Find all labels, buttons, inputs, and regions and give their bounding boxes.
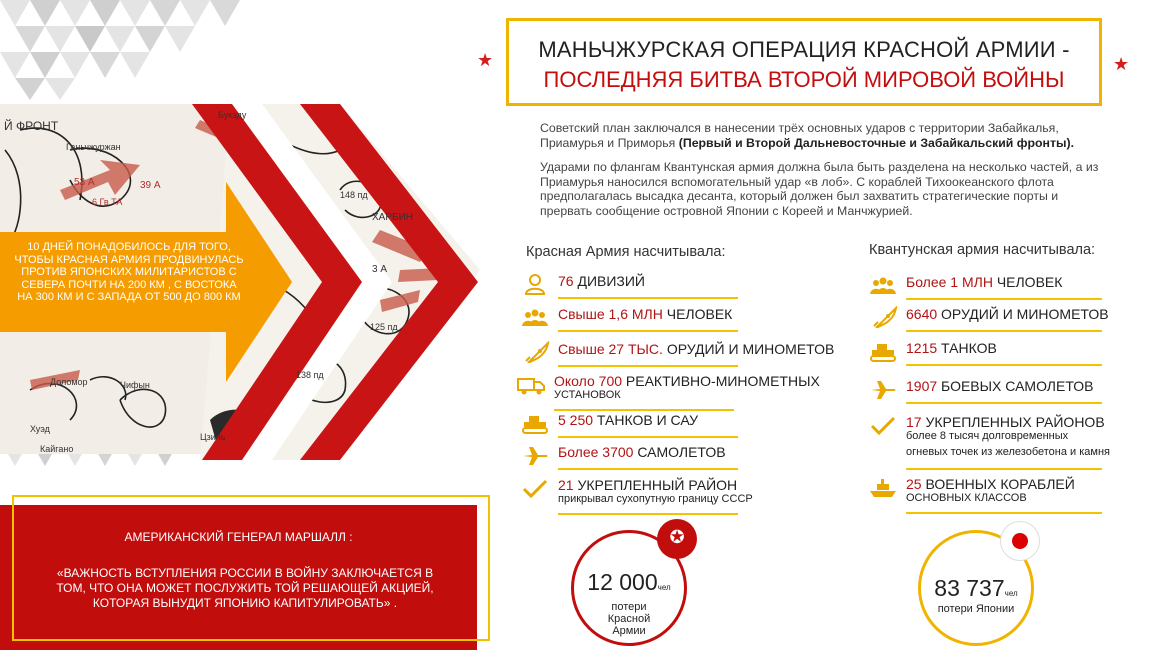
red-army-stat-label: РЕАКТИВНО-МИНОМЕТНЫХ	[622, 373, 820, 389]
kwantung-army-divider	[906, 364, 1102, 366]
red-army-stat-label: ОРУДИЙ И МИНОМЕТОВ	[662, 341, 835, 357]
crowd-icon	[868, 274, 898, 296]
svg-text:Цзинь: Цзинь	[200, 432, 226, 442]
red-army-heading: Красная Армия насчитывала:	[526, 244, 726, 260]
red-army-stat-text	[558, 477, 753, 505]
kwantung-army-stat-number: 25	[906, 476, 922, 492]
intro-paragraph-2: Ударами по флангам Квантунская армия должна была быть разделена на несколько частей, а из Приамурья наносился вспомогательный удар «в лоб». С кораблей Тихоокеанского флота предполагалась высадка десанта, который должен был захватить стратегические порты и прервать сообщение островной Японии с Кореей и Манчжурией.	[540, 160, 1099, 218]
kwantung-army-stat-label: ОРУДИЙ И МИНОМЕТОВ	[937, 306, 1109, 322]
red-army-divider	[558, 365, 738, 367]
svg-text:Букэду: Букэду	[218, 110, 247, 120]
red-army-losses-value: 12 000чел	[587, 569, 671, 595]
kwantung-army-stat-text	[906, 274, 1062, 290]
svg-text:53 А: 53 А	[74, 177, 95, 188]
red-army-stat-number: Свыше 1,6 МЛН	[558, 306, 663, 322]
quote-text: «ВАЖНОСТЬ ВСТУПЛЕНИЯ РОССИИ В ВОЙНУ ЗАКЛЮЧАЕТСЯ В ТОМ, ЧТО ОНА МОЖЕТ ПОСЛУЖИТЬ ТОЙ РЕШАЮЩЕЙ АКЦИЕЙ, КОТОРАЯ ВЫНУДИТ ЯПОНИЮ КАПИТУЛИРОВАТЬ» .	[56, 566, 434, 610]
svg-text:138 пд: 138 пд	[296, 370, 324, 380]
japan-flag-badge	[1000, 521, 1040, 561]
truck-icon	[516, 373, 546, 395]
crowd-icon	[520, 306, 550, 328]
soviet-star-badge	[657, 519, 697, 559]
red-army-stat-note: прикрывал сухопутную границу СССР	[558, 493, 753, 505]
kwantung-army-stat-label: ЧЕЛОВЕК	[992, 274, 1063, 290]
red-army-divider	[558, 297, 738, 299]
kwantung-army-divider	[906, 468, 1102, 470]
check-icon	[520, 477, 550, 499]
kwantung-army-stat-number: 1907	[906, 378, 938, 394]
red-army-stat-text	[558, 341, 834, 357]
svg-text:ХАРБИН: ХАРБИН	[372, 212, 413, 223]
red-army-stat-text	[558, 412, 698, 428]
kwantung-army-stat-number: 6640	[906, 306, 938, 322]
svg-text:Хуэд: Хуэд	[30, 424, 50, 434]
japan-sun-icon	[1012, 533, 1028, 549]
kwantung-army-heading: Квантунская армия насчитывала:	[869, 242, 1096, 258]
red-army-stat-label: САМОЛЕТОВ	[633, 444, 726, 460]
red-army-stat-number: 5 250	[558, 412, 594, 428]
map-graphic	[0, 0, 480, 475]
red-army-stat-number: Около 700	[554, 373, 623, 389]
red-army-stat-text	[554, 373, 820, 401]
kwantung-army-stat-text	[906, 414, 1110, 458]
red-army-stat-number: Более 3700	[558, 444, 634, 460]
plane-icon	[868, 378, 898, 400]
intro-paragraph-1: Советский план заключался в нанесении трёх основных ударов с территории Забайкалья, Приамурья и Приморья (Первый и Второй Дальневосточные и Забайкальский фронты).	[540, 121, 1075, 150]
kwantung-army-stat-text	[906, 306, 1109, 322]
red-army-stat-number: Свыше 27 ТЫС.	[558, 341, 663, 357]
svg-text:Доломор: Доломор	[50, 377, 88, 387]
plane-icon	[520, 444, 550, 466]
svg-text:Чифын: Чифын	[120, 380, 150, 390]
kwantung-army-stat-text	[906, 340, 997, 356]
page-title-line2: ПОСЛЕДНЯЯ БИТВА ВТОРОЙ МИРОВОЙ ВОЙНЫ	[543, 67, 1065, 92]
red-army-divider	[558, 468, 738, 470]
svg-text:Кайгано: Кайгано	[40, 444, 74, 454]
rocket-icon	[868, 306, 898, 328]
rocket-icon	[520, 341, 550, 363]
kwantung-army-stat-number: Более 1 МЛН	[906, 274, 993, 290]
red-army-losses-label: потери Красной Армии	[607, 601, 651, 637]
kwantung-army-stat-label: УКРЕПЛЕННЫХ РАЙОНОВ	[921, 414, 1105, 430]
title-box	[506, 18, 1102, 106]
kwantung-army-divider	[906, 298, 1102, 300]
kwantung-army-stat-note: более 8 тысяч долговременных	[906, 430, 1069, 442]
red-army-stat-label: УКРЕПЛЕННЫЙ РАЙОН	[573, 477, 738, 493]
red-army-stat-text	[558, 306, 732, 322]
person-icon	[520, 273, 550, 295]
red-army-stat-text	[558, 273, 645, 289]
kwantung-army-divider	[906, 402, 1102, 404]
quote-author: АМЕРИКАНСКИЙ ГЕНЕРАЛ МАРШАЛЛ :	[124, 530, 353, 544]
kwantung-army-stat-label: ВОЕННЫХ КОРАБЛЕЙ	[921, 476, 1075, 492]
kwantung-army-divider	[906, 512, 1102, 514]
kwantung-army-stat-note: огневых точек из железобетона и камня	[906, 446, 1110, 458]
operation-map	[0, 0, 480, 475]
svg-text:148 пд: 148 пд	[340, 190, 368, 200]
arrow-caption: 10 ДНЕЙ ПОНАДОБИЛОСЬ ДЛЯ ТОГО, ЧТОБЫ КРАСНАЯ АРМИЯ ПРОДВИНУЛАСЬ ПРОТИВ ЯПОНСКИХ МИЛИТАРИСТОВ С СЕВЕРА ПОЧТИ НА 200 КМ , С ВОСТОКА НА 300 КМ И С ЗАПАДА ОТ 500 ДО 800 КМ	[14, 241, 244, 303]
intro-text	[540, 121, 1100, 229]
kwantung-army-stat-number: 1215	[906, 340, 938, 356]
kwantung-army-stat-number: 17	[906, 414, 922, 430]
kwantung-army-stat-label: БОЕВЫХ САМОЛЕТОВ	[937, 378, 1094, 394]
svg-text:Ганьчжуржан: Ганьчжуржан	[66, 142, 121, 152]
svg-text:6 Гв.ТА: 6 Гв.ТА	[92, 197, 123, 207]
tank-icon	[520, 412, 550, 434]
svg-text:3 А: 3 А	[372, 264, 388, 275]
tank-icon	[868, 340, 898, 362]
page-title-line1: МАНЬЧЖУРСКАЯ ОПЕРАЦИЯ КРАСНОЙ АРМИИ -	[538, 37, 1070, 62]
check-icon	[868, 414, 898, 436]
kwantung-army-stat-label: ТАНКОВ	[937, 340, 997, 356]
map-front-label: Й ФРОНТ	[4, 119, 59, 133]
kwantung-army-stat-text	[906, 476, 1075, 504]
red-army-divider	[558, 436, 738, 438]
red-army-stat-label: ТАНКОВ И САУ	[593, 412, 698, 428]
red-army-stat-label: ЧЕЛОВЕК	[662, 306, 733, 322]
kwantung-army-divider	[906, 330, 1102, 332]
red-army-stat-note: УСТАНОВОК	[554, 389, 621, 401]
star-icon-left: ★	[477, 50, 494, 70]
kwantung-army-stat-text	[906, 378, 1093, 394]
red-army-stat-number: 76	[558, 273, 574, 289]
red-army-stat-label: ДИВИЗИЙ	[573, 273, 645, 289]
red-army-divider	[558, 513, 738, 515]
svg-text:125 пд: 125 пд	[370, 322, 398, 332]
red-army-stat-text	[558, 444, 726, 460]
star-icon: ✪	[669, 527, 685, 547]
ship-icon	[868, 476, 898, 498]
japan-losses-label: потери Японии	[937, 603, 1015, 615]
kwantung-army-stat-note: ОСНОВНЫХ КЛАССОВ	[906, 492, 1027, 504]
japan-losses-value: 83 737чел	[934, 575, 1018, 601]
red-army-divider	[554, 409, 734, 411]
svg-text:39 А: 39 А	[140, 180, 161, 191]
red-army-stat-number: 21	[558, 477, 574, 493]
star-icon-right: ★	[1113, 54, 1130, 74]
red-army-divider	[558, 330, 738, 332]
